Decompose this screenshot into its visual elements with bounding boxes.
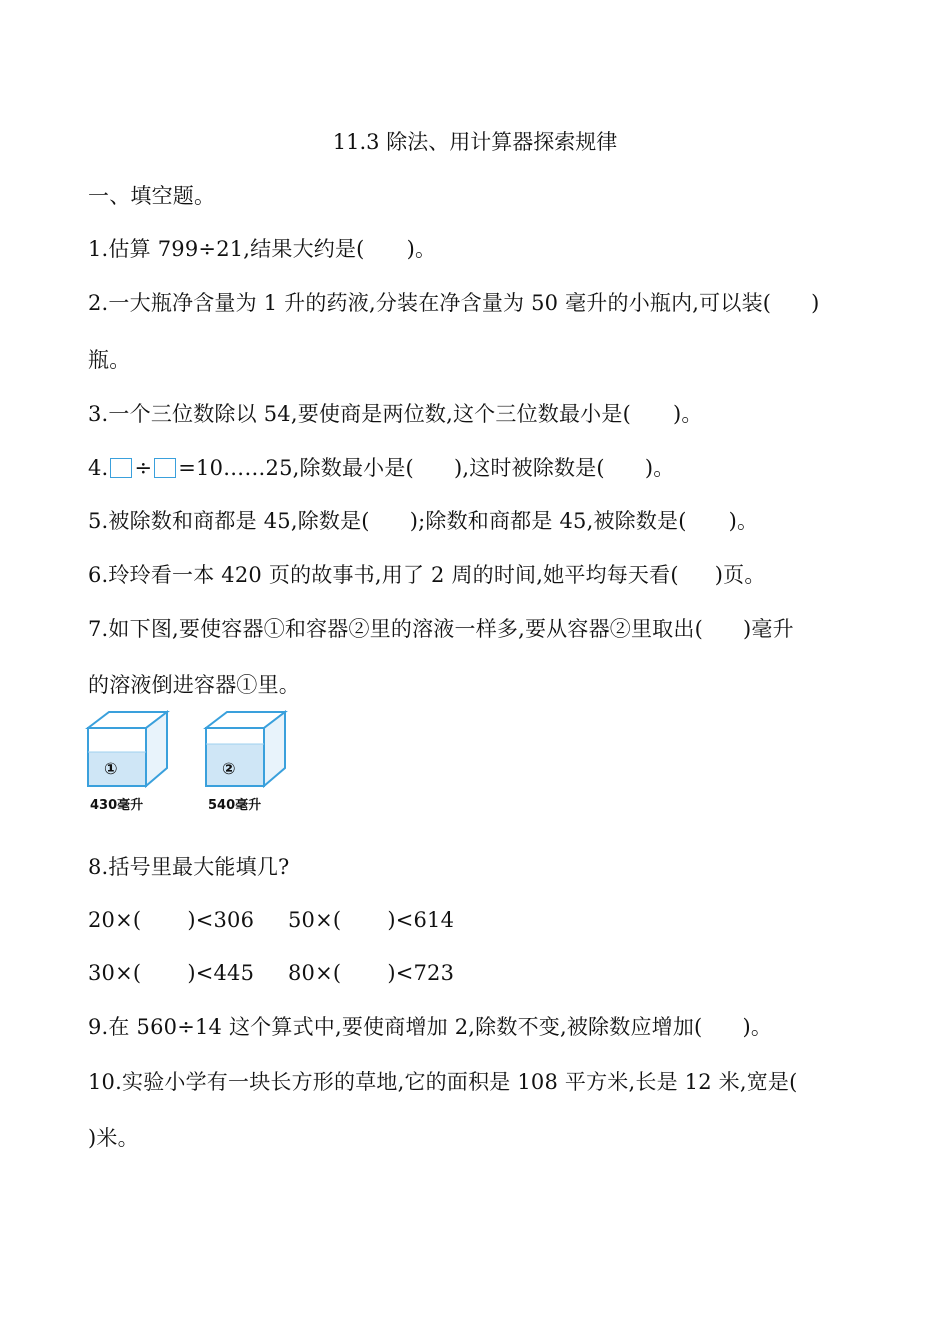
q8-item-3-pre: 30×( [88,961,142,985]
page-title: 11.3 除法、用计算器探索规律 [332,130,618,154]
container-2-volume: 540毫升 [208,798,262,813]
q1-text: 1.估算 799÷21,结果大约是( [88,237,365,261]
q8-item-3-post: )<445 [187,961,255,985]
q4-text: =10……25,除数最小是( [178,456,414,480]
q8-item-4-pre: 80×( [288,961,342,985]
q8-item-1-pre: 20×( [88,908,142,932]
q8-row-2 [88,959,454,987]
container-2-mark: ② [222,759,236,778]
question-2-cont: 瓶。 [88,348,131,372]
q2-text: 2.一大瓶净含量为 1 升的药液,分装在净含量为 50 毫升的小瓶内,可以装( [88,291,772,315]
q8-item-4-post: )<723 [387,961,455,985]
container-1-mark: ① [104,759,118,778]
q5-end: )。 [728,509,759,533]
q8-item-1 [88,906,288,934]
container-2 [206,712,285,786]
q2-end: ) [811,291,820,315]
container-1 [88,712,167,786]
question-9 [88,1013,772,1041]
question-10: 10.实验小学有一块长方形的草地,它的面积是 108 平方米,长是 12 米,宽是( [88,1070,798,1094]
question-3 [88,400,703,428]
q4-end: )。 [644,456,675,480]
question-4 [88,454,674,482]
q9-text: 9.在 560÷14 这个算式中,要使商增加 2,除数不变,被除数应增加( [88,1015,703,1039]
question-10-cont: )米。 [88,1126,139,1150]
divisor-box[interactable] [154,458,176,478]
question-7 [88,615,794,643]
dividend-box[interactable] [110,458,132,478]
q4-text-2: ),这时被除数是( [453,456,605,480]
q3-text: 3.一个三位数除以 54,要使商是两位数,这个三位数最小是( [88,402,631,426]
q8-item-2-pre: 50×( [288,908,342,932]
q8-item-3 [88,959,288,987]
q8-item-2 [288,906,454,934]
q6-end: )页。 [714,563,766,587]
question-5 [88,507,758,535]
q6-text: 6.玲玲看一本 420 页的故事书,用了 2 周的时间,她平均每天看( [88,563,679,587]
question-6 [88,561,766,589]
container-1-volume: 430毫升 [90,798,144,813]
containers-illustration [84,708,304,794]
q1-end: )。 [406,237,437,261]
q5-text: 5.被除数和商都是 45,除数是( [88,509,370,533]
q7-text: 7.如下图,要使容器①和容器②里的溶液一样多,要从容器②里取出( [88,617,703,641]
question-7-cont: 的溶液倒进容器①里。 [88,673,300,697]
q4-div-sign: ÷ [134,456,153,480]
q8-item-2-post: )<614 [387,908,455,932]
question-1 [88,235,436,263]
q9-end: )。 [742,1015,773,1039]
q8-item-4 [288,959,454,987]
question-2 [88,289,820,317]
q8-row-1 [88,906,454,934]
q8-item-1-post: )<306 [187,908,255,932]
section-heading: 一、填空题。 [88,184,216,208]
q4-number: 4. [88,456,109,480]
q7-end: )毫升 [742,617,794,641]
question-8: 8.括号里最大能填几? [88,855,290,879]
containers-figure [84,708,304,818]
q5-text-2: );除数和商都是 45,被除数是( [409,509,687,533]
q3-end: )。 [672,402,703,426]
